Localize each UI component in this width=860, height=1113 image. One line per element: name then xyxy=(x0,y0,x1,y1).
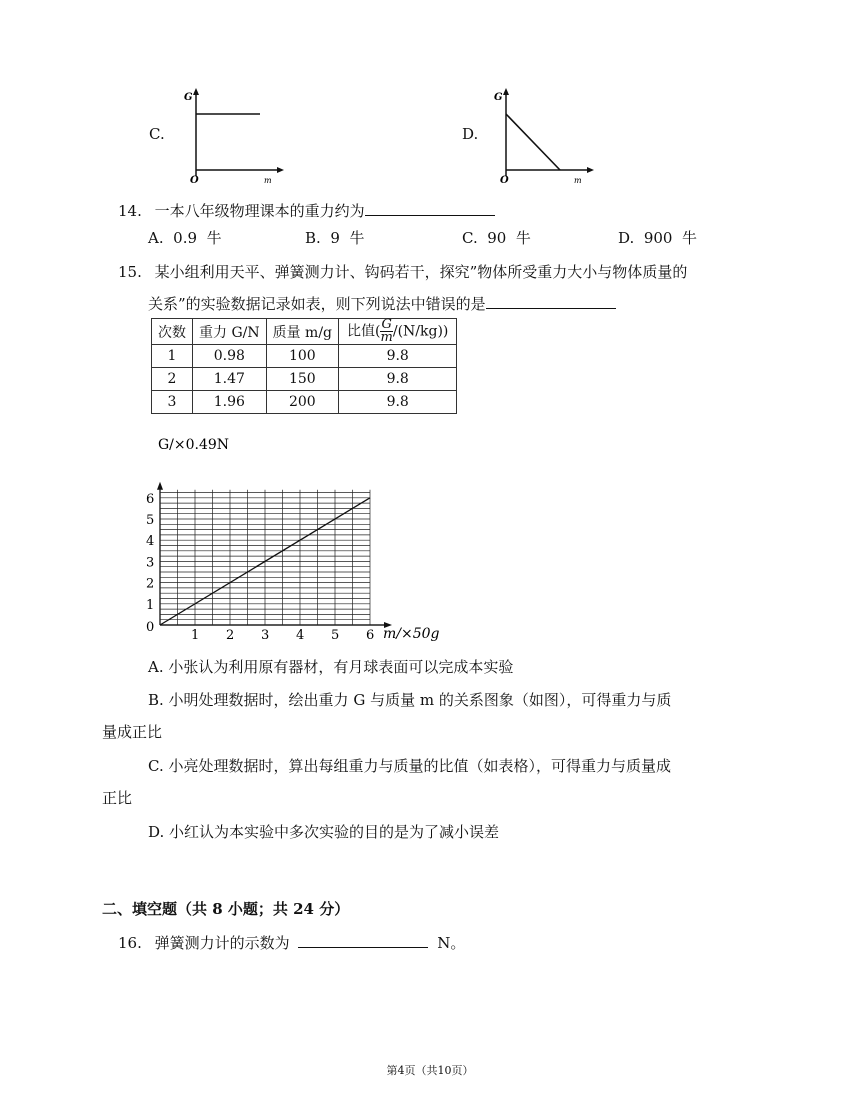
ratio-fraction: $\frac{G}{m}$ xyxy=(380,317,393,345)
table-row: 2 1.47 150 9.8 xyxy=(152,368,457,391)
question-text: 一本八年级物理课本的重力约为 xyxy=(154,202,365,220)
question-text: 弹簧测力计的示数为 xyxy=(154,934,290,952)
page-footer: 第4页（共10页） xyxy=(386,1064,474,1077)
question-16 xyxy=(118,931,465,953)
question-number: 16. xyxy=(118,934,142,952)
q15-option-c-cont: 正比 xyxy=(102,789,133,807)
graph-d-origin: O xyxy=(500,175,509,186)
q15-option-d[interactable]: D. 小红认为本实验中多次实验的目的是为了减小误差 xyxy=(148,823,500,841)
g-m-chart xyxy=(140,435,460,650)
table-header-row xyxy=(152,319,457,345)
graph-d-y-label: G xyxy=(494,92,503,103)
answer-blank[interactable] xyxy=(365,199,495,216)
y-tick-label: 3 xyxy=(146,555,155,571)
option-c-label: C. xyxy=(149,125,165,143)
graph-c-x-label: m xyxy=(264,176,272,185)
table-header: 重力 G/N xyxy=(193,319,267,345)
graph-c-origin: O xyxy=(190,175,199,186)
section-title: 二、填空题（共 8 小题；共 24 分） xyxy=(102,900,350,918)
graph-d xyxy=(490,86,600,186)
graph-c xyxy=(180,86,290,186)
x-tick-label: 1 xyxy=(191,628,200,643)
question-14 xyxy=(118,199,495,221)
y-tick-label: 5 xyxy=(146,513,155,528)
x-tick-label: 2 xyxy=(226,628,235,643)
q15-option-b-cont: 量成正比 xyxy=(102,723,163,741)
table-row: 3 1.96 200 9.8 xyxy=(152,391,457,414)
table-header-ratio: 比值( $\frac{G}{m}$ /(N/kg)) xyxy=(339,319,457,345)
q14-option-a[interactable]: A. 0.9 牛 xyxy=(148,229,222,247)
graph-d-x-label: m xyxy=(574,176,582,185)
answer-blank[interactable] xyxy=(486,292,616,309)
x-tick-label: 4 xyxy=(296,628,305,643)
q15-option-b[interactable]: B. 小明处理数据时，绘出重力 G 与质量 m 的关系图象（如图），可得重力与质 xyxy=(148,691,672,709)
answer-unit: N。 xyxy=(437,934,466,952)
q14-option-d[interactable]: D. 900 牛 xyxy=(618,229,698,247)
y-tick-label: 4 xyxy=(146,534,155,550)
answer-blank[interactable] xyxy=(298,931,428,948)
q14-option-b[interactable]: B. 9 牛 xyxy=(305,229,365,247)
table-row: 1 0.98 100 9.8 xyxy=(152,345,457,368)
chart-x-label: m/×50g xyxy=(383,626,440,642)
q15-option-a[interactable]: A. 小张认为利用原有器材，有月球表面可以完成本实验 xyxy=(148,658,514,676)
option-d-label: D. xyxy=(462,125,479,143)
chart-origin: 0 xyxy=(146,620,155,635)
question-text-line1: 某小组利用天平、弹簧测力计、钩码若干，探究”物体所受重力大小与物体质量的 xyxy=(154,263,688,281)
y-tick-label: 2 xyxy=(146,576,155,592)
question-15-line2: 关系”的实验数据记录如表，则下列说法中错误的是 xyxy=(148,292,616,314)
question-number: 15. xyxy=(118,263,142,281)
x-tick-label: 6 xyxy=(366,628,375,643)
q15-option-c[interactable]: C. 小亮处理数据时，算出每组重力与质量的比值（如表格），可得重力与质量成 xyxy=(148,757,671,775)
question-15 xyxy=(118,262,687,282)
q14-option-c[interactable]: C. 90 牛 xyxy=(462,229,531,247)
y-tick-label: 6 xyxy=(146,491,155,507)
x-tick-label: 5 xyxy=(331,628,340,643)
x-tick-label: 3 xyxy=(261,628,270,643)
y-tick-label: 1 xyxy=(146,597,155,613)
chart-y-label: G/×0.49N xyxy=(158,437,230,453)
table-header: 质量 m/g xyxy=(266,319,338,345)
table-header: 次数 xyxy=(152,319,193,345)
graph-c-y-label: G xyxy=(184,92,193,103)
question-number: 14. xyxy=(118,202,142,220)
data-table xyxy=(151,318,457,414)
